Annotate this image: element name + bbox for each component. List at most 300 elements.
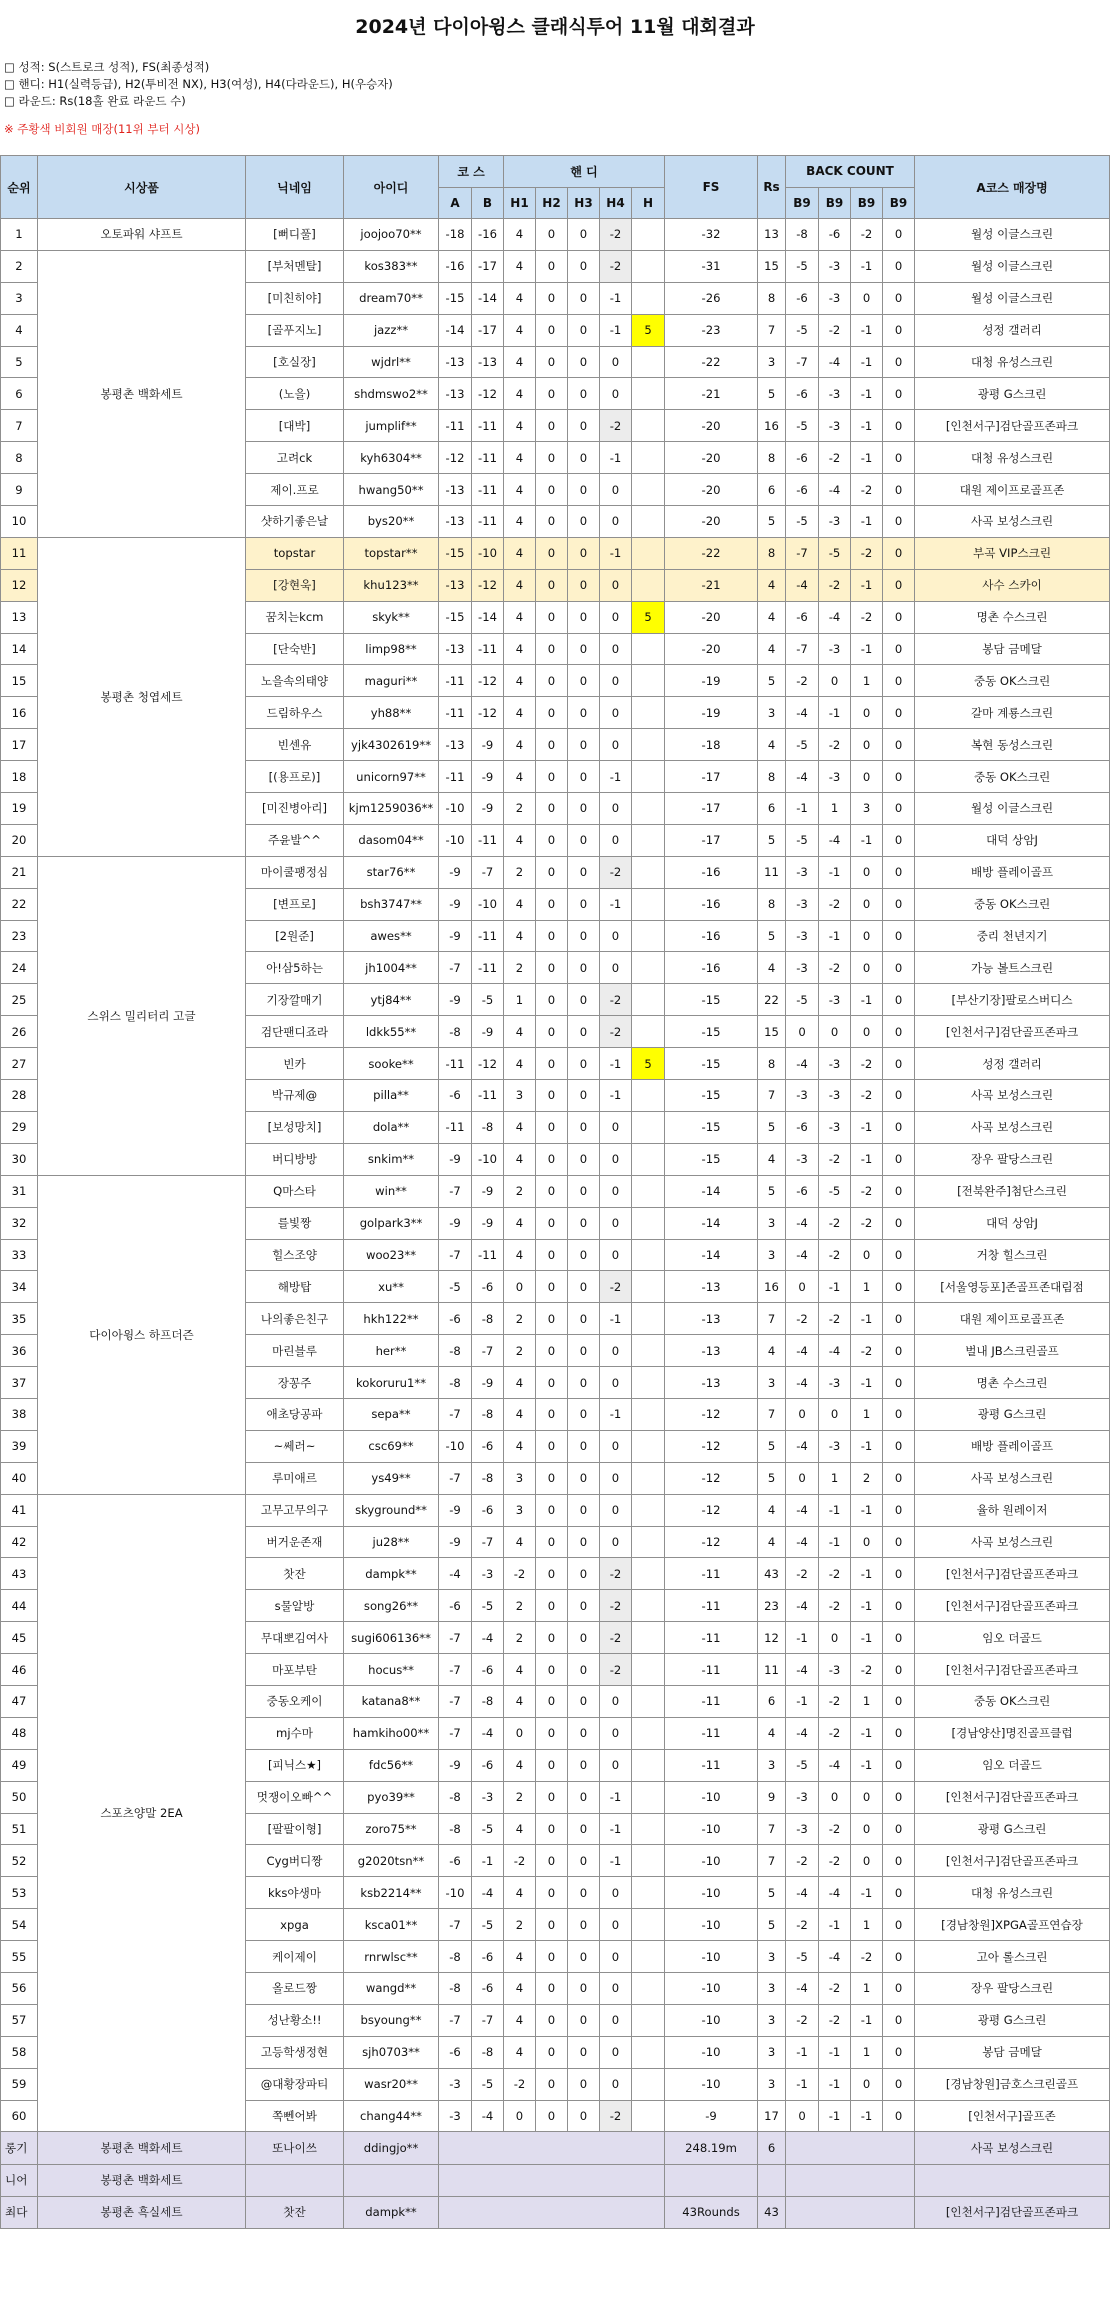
rank-cell: 13 [1,601,38,633]
h3-cell: 0 [568,1685,600,1717]
b9-1-cell: -4 [786,1526,819,1558]
course-b-cell: -11 [472,920,504,952]
rs-cell: 4 [758,601,786,633]
rank-cell: 54 [1,1909,38,1941]
rs-cell: 5 [758,378,786,410]
store-cell: 임오 더골드 [915,1622,1110,1654]
h4-cell: 0 [600,633,632,665]
store-cell: 임오 더골드 [915,1749,1110,1781]
h1-cell: 4 [504,569,536,601]
id-cell: ju28** [344,1526,439,1558]
rs-cell: 3 [758,2004,786,2036]
h1-cell: 4 [504,410,536,442]
h4-cell: -2 [600,1271,632,1303]
nickname-cell: (노을) [246,378,344,410]
h3-cell: 0 [568,1111,600,1143]
h1-cell: 2 [504,1622,536,1654]
h3-cell: 0 [568,1494,600,1526]
h4-cell: 0 [600,1207,632,1239]
course-a-cell: -6 [439,2036,472,2068]
b9-1-cell: -5 [786,1941,819,1973]
id-cell: bsyoung** [344,2004,439,2036]
b9-3-cell: -2 [851,474,883,506]
h4-cell: 0 [600,378,632,410]
course-a-cell: -10 [439,793,472,825]
b9-3-cell: -1 [851,1717,883,1749]
h-cell: 5 [632,314,665,346]
rs-cell: 7 [758,314,786,346]
nickname-cell: 올로드짱 [246,1972,344,2004]
rs-cell: 8 [758,442,786,474]
h4-cell: -2 [600,2100,632,2132]
course-a-cell: -11 [439,410,472,442]
course-b-cell: -1 [472,1845,504,1877]
h-cell [632,729,665,761]
b9-2-cell: -3 [819,1367,851,1399]
h3-cell: 0 [568,1972,600,2004]
h2-cell: 0 [536,1111,568,1143]
course-b-cell: -5 [472,2068,504,2100]
b9-4-cell: 0 [883,2004,915,2036]
b9-1-cell: -4 [786,1717,819,1749]
h1-cell: 4 [504,1526,536,1558]
id-cell: sjh0703** [344,2036,439,2068]
course-a-cell: -7 [439,1175,472,1207]
header-store: A코스 매장명 [915,156,1110,219]
id-cell: kyh6304** [344,442,439,474]
b9-3-cell: -2 [851,1207,883,1239]
b9-2-cell: -1 [819,1271,851,1303]
id-cell: zoro75** [344,1813,439,1845]
h2-cell: 0 [536,1048,568,1080]
h4-cell: -1 [600,761,632,793]
store-cell: 가능 볼트스크린 [915,952,1110,984]
id-cell: kokoruru1** [344,1367,439,1399]
rs-cell: 15 [758,250,786,282]
h1-cell: 4 [504,314,536,346]
b9-4-cell: 0 [883,378,915,410]
b9-2-cell: -1 [819,2100,851,2132]
h1-cell: 2 [504,1175,536,1207]
b9-1-cell: -1 [786,2068,819,2100]
fs-cell: -11 [665,1685,758,1717]
b9-2-cell: -3 [819,250,851,282]
h2-cell: 0 [536,2100,568,2132]
h-cell [632,1526,665,1558]
id-cell: bys20** [344,506,439,538]
h-cell [632,1494,665,1526]
rs-cell: 16 [758,410,786,442]
b9-1-cell: -4 [786,1972,819,2004]
h1-cell: 4 [504,888,536,920]
fs-cell: -18 [665,729,758,761]
rs-cell: 4 [758,1143,786,1175]
store-cell: 장우 팔당스크린 [915,1972,1110,2004]
course-a-cell: -6 [439,1303,472,1335]
b9-4-cell: 0 [883,1271,915,1303]
id-cell: khu123** [344,569,439,601]
h1-cell: -2 [504,1845,536,1877]
b9-1-cell: -4 [786,1239,819,1271]
h-cell [632,1175,665,1207]
nickname-cell: 주윤발^^ [246,824,344,856]
h2-cell: 0 [536,1909,568,1941]
h1-cell: -2 [504,1558,536,1590]
h4-cell: -1 [600,1303,632,1335]
rank-cell: 48 [1,1717,38,1749]
course-b-cell: -11 [472,633,504,665]
course-a-cell: -10 [439,824,472,856]
h3-cell: 0 [568,888,600,920]
h3-cell: 0 [568,537,600,569]
h4-cell: 0 [600,1462,632,1494]
b9-3-cell: 0 [851,282,883,314]
h2-cell: 0 [536,1303,568,1335]
rs-cell: 6 [758,793,786,825]
course-a-cell: -14 [439,314,472,346]
h3-cell: 0 [568,1175,600,1207]
b9-4-cell: 0 [883,1845,915,1877]
h4-cell: -1 [600,282,632,314]
fs-cell: -15 [665,1080,758,1112]
h-cell [632,1781,665,1813]
nickname-cell: 드림하우스 [246,697,344,729]
h-cell [632,410,665,442]
h1-cell: 4 [504,282,536,314]
h2-cell: 0 [536,569,568,601]
course-a-cell: -11 [439,665,472,697]
fs-cell: -11 [665,1654,758,1686]
fs-cell: -12 [665,1526,758,1558]
b9-2-cell: -3 [819,761,851,793]
nickname-cell: 루미애르 [246,1462,344,1494]
fs-cell: -10 [665,1813,758,1845]
rank-cell: 53 [1,1877,38,1909]
b9-1-cell: -4 [786,1877,819,1909]
course-b-cell: -12 [472,697,504,729]
rank-cell: 56 [1,1972,38,2004]
course-a-cell: -13 [439,569,472,601]
rs-cell: 3 [758,1207,786,1239]
h2-cell: 0 [536,1335,568,1367]
h3-cell: 0 [568,1335,600,1367]
course-b-cell: -17 [472,250,504,282]
b9-2-cell: -6 [819,219,851,251]
table-header [1,156,1110,219]
b9-2-cell: -2 [819,1717,851,1749]
h-cell [632,697,665,729]
rs-cell: 8 [758,761,786,793]
store-cell: 광평 G스크린 [915,1398,1110,1430]
nickname-cell: [2원준] [246,920,344,952]
nickname-cell: kks야생마 [246,1877,344,1909]
legend-round: □ 라운드: Rs(18홀 완료 라운드 수) [4,94,186,108]
nickname-cell: 고무고무의구 [246,1494,344,1526]
b9-3-cell: 0 [851,761,883,793]
b9-2-cell: -2 [819,2004,851,2036]
b9-1-cell: -1 [786,793,819,825]
rs-cell: 11 [758,856,786,888]
b9-1-cell: -4 [786,1335,819,1367]
h4-cell: 0 [600,1335,632,1367]
h1-cell: 4 [504,1016,536,1048]
b9-2-cell: 1 [819,1462,851,1494]
h-cell [632,824,665,856]
h3-cell: 0 [568,346,600,378]
h2-cell: 0 [536,1207,568,1239]
h1-cell: 4 [504,1398,536,1430]
fs-cell: -22 [665,346,758,378]
course-b-cell: -9 [472,793,504,825]
h1-cell: 4 [504,2036,536,2068]
store-cell: 복현 동성스크린 [915,729,1110,761]
results-table [0,155,1110,2229]
h-cell [632,1398,665,1430]
id-cell: pyo39** [344,1781,439,1813]
rank-cell: 59 [1,2068,38,2100]
b9-1-cell: -4 [786,1367,819,1399]
b9-1-cell: -3 [786,1143,819,1175]
b9-3-cell: 1 [851,2036,883,2068]
store-cell: 중리 천년지기 [915,920,1110,952]
b9-4-cell: 0 [883,1941,915,1973]
course-b-cell: -5 [472,1909,504,1941]
store-cell: 월성 이글스크린 [915,793,1110,825]
h1-cell: 4 [504,920,536,952]
header-course-b: B [472,187,504,219]
special-fs [665,2164,758,2196]
b9-2-cell: -2 [819,314,851,346]
h-cell [632,633,665,665]
store-cell: 대덕 상암J [915,1207,1110,1239]
nickname-cell: [변프로] [246,888,344,920]
id-cell: snkim** [344,1143,439,1175]
special-store: [인천서구]검단골프존파크 [915,2196,1110,2228]
course-b-cell: -4 [472,2100,504,2132]
fs-cell: -13 [665,1271,758,1303]
nickname-cell: 아!삼5하는 [246,952,344,984]
b9-4-cell: 0 [883,856,915,888]
h2-cell: 0 [536,1080,568,1112]
rank-cell: 15 [1,665,38,697]
store-cell: 중동 OK스크린 [915,665,1110,697]
store-cell: 사곡 보성스크린 [915,1111,1110,1143]
fs-cell: -13 [665,1303,758,1335]
course-b-cell: -11 [472,1239,504,1271]
nickname-cell: [단숙반] [246,633,344,665]
h3-cell: 0 [568,1558,600,1590]
h2-cell: 0 [536,1622,568,1654]
h-cell [632,761,665,793]
header-nickname: 닉네임 [246,156,344,219]
course-a-cell: -11 [439,1048,472,1080]
course-a-cell: -11 [439,1111,472,1143]
store-cell: 사곡 보성스크린 [915,1462,1110,1494]
course-b-cell: -6 [472,1271,504,1303]
nickname-cell: [대박] [246,410,344,442]
rank-cell: 58 [1,2036,38,2068]
course-b-cell: -6 [472,1654,504,1686]
rank-cell: 52 [1,1845,38,1877]
h4-cell: 0 [600,1430,632,1462]
nickname-cell: 빈센유 [246,729,344,761]
b9-4-cell: 0 [883,1685,915,1717]
b9-2-cell: -4 [819,601,851,633]
b9-3-cell: -1 [851,569,883,601]
h2-cell: 0 [536,1654,568,1686]
fs-cell: -31 [665,250,758,282]
header-back-count: BACK COUNT [786,156,915,188]
b9-3-cell: -1 [851,314,883,346]
fs-cell: -16 [665,952,758,984]
h3-cell: 0 [568,761,600,793]
id-cell: chang44** [344,2100,439,2132]
rank-cell: 35 [1,1303,38,1335]
nickname-cell: 성난황소!! [246,2004,344,2036]
course-a-cell: -9 [439,856,472,888]
course-a-cell: -13 [439,474,472,506]
b9-3-cell: -1 [851,1590,883,1622]
rs-cell: 5 [758,1111,786,1143]
b9-4-cell: 0 [883,1590,915,1622]
id-cell: shdmswo2** [344,378,439,410]
h3-cell: 0 [568,856,600,888]
h4-cell: -1 [600,1845,632,1877]
rs-cell: 8 [758,1048,786,1080]
course-b-cell: -11 [472,952,504,984]
b9-2-cell: -3 [819,282,851,314]
rs-cell: 5 [758,824,786,856]
b9-3-cell: 0 [851,697,883,729]
b9-3-cell: -1 [851,1303,883,1335]
special-store [915,2164,1110,2196]
rank-cell: 40 [1,1462,38,1494]
nickname-cell: 꿈치는kcm [246,601,344,633]
nickname-cell: 힐스조양 [246,1239,344,1271]
b9-1-cell: -3 [786,1813,819,1845]
h-cell [632,1207,665,1239]
id-cell: katana8** [344,1685,439,1717]
fs-cell: -11 [665,1749,758,1781]
header-rs: Rs [758,156,786,219]
rs-cell: 4 [758,633,786,665]
rank-cell: 1 [1,219,38,251]
b9-4-cell: 0 [883,2100,915,2132]
special-rs: 6 [758,2132,786,2164]
h2-cell: 0 [536,474,568,506]
store-cell: 중동 OK스크린 [915,1685,1110,1717]
b9-2-cell: -2 [819,1207,851,1239]
course-a-cell: -11 [439,761,472,793]
fs-cell: -17 [665,793,758,825]
nickname-cell: 고려ck [246,442,344,474]
h2-cell: 0 [536,1016,568,1048]
h-cell [632,1685,665,1717]
h1-cell: 3 [504,1494,536,1526]
rs-cell: 11 [758,1654,786,1686]
store-cell: 명촌 수스크린 [915,1367,1110,1399]
b9-2-cell: -1 [819,1909,851,1941]
rank-cell: 57 [1,2004,38,2036]
id-cell: yjk4302619** [344,729,439,761]
store-cell: 광평 G스크린 [915,1813,1110,1845]
b9-2-cell: -1 [819,2036,851,2068]
h1-cell: 2 [504,1590,536,1622]
nickname-cell: [피닉스★] [246,1749,344,1781]
header-h2: H2 [536,187,568,219]
b9-4-cell: 0 [883,888,915,920]
prize-cell: 봉평촌 백화세트 [38,250,246,537]
fs-cell: -12 [665,1462,758,1494]
h2-cell: 0 [536,793,568,825]
b9-1-cell: 0 [786,1398,819,1430]
h-cell [632,1749,665,1781]
rs-cell: 3 [758,2036,786,2068]
id-cell: sugi606136** [344,1622,439,1654]
table-row [1,537,1110,569]
h4-cell: 0 [600,1526,632,1558]
b9-4-cell: 0 [883,1749,915,1781]
b9-3-cell: 0 [851,1845,883,1877]
store-cell: [부산기장]팔로스버디스 [915,984,1110,1016]
course-a-cell: -8 [439,1016,472,1048]
b9-3-cell: 0 [851,729,883,761]
prize-cell: 다이아윙스 하프더즌 [38,1175,246,1494]
fs-cell: -10 [665,2004,758,2036]
b9-2-cell: -2 [819,1685,851,1717]
h2-cell: 0 [536,633,568,665]
table-row [1,219,1110,251]
h1-cell: 2 [504,1781,536,1813]
b9-4-cell: 0 [883,1909,915,1941]
b9-2-cell: -3 [819,633,851,665]
nickname-cell: 버디방방 [246,1143,344,1175]
h-cell [632,506,665,538]
h2-cell: 0 [536,761,568,793]
h4-cell: 0 [600,474,632,506]
rank-cell: 7 [1,410,38,442]
special-empty [439,2196,665,2228]
b9-4-cell: 0 [883,2036,915,2068]
b9-3-cell: -1 [851,2100,883,2132]
id-cell: song26** [344,1590,439,1622]
h4-cell: -2 [600,1590,632,1622]
b9-4-cell: 0 [883,1398,915,1430]
rank-cell: 26 [1,1016,38,1048]
b9-3-cell: -1 [851,442,883,474]
rank-cell: 22 [1,888,38,920]
fs-cell: -11 [665,1590,758,1622]
store-cell: 광평 G스크린 [915,2004,1110,2036]
store-cell: [경남창원]XPGA골프연습장 [915,1909,1110,1941]
rank-cell: 38 [1,1398,38,1430]
store-cell: 사수 스카이 [915,569,1110,601]
nickname-cell: 박규제@ [246,1080,344,1112]
b9-2-cell: -1 [819,2068,851,2100]
store-cell: 벌내 JB스크린골프 [915,1335,1110,1367]
b9-4-cell: 0 [883,824,915,856]
h3-cell: 0 [568,665,600,697]
store-cell: 배방 플레이골프 [915,856,1110,888]
fs-cell: -19 [665,665,758,697]
h1-cell: 4 [504,761,536,793]
h2-cell: 0 [536,1430,568,1462]
b9-4-cell: 0 [883,1877,915,1909]
rank-cell: 42 [1,1526,38,1558]
nickname-cell: [팔팔이형] [246,1813,344,1845]
b9-1-cell: -4 [786,1654,819,1686]
header-b9-1: B9 [786,187,819,219]
